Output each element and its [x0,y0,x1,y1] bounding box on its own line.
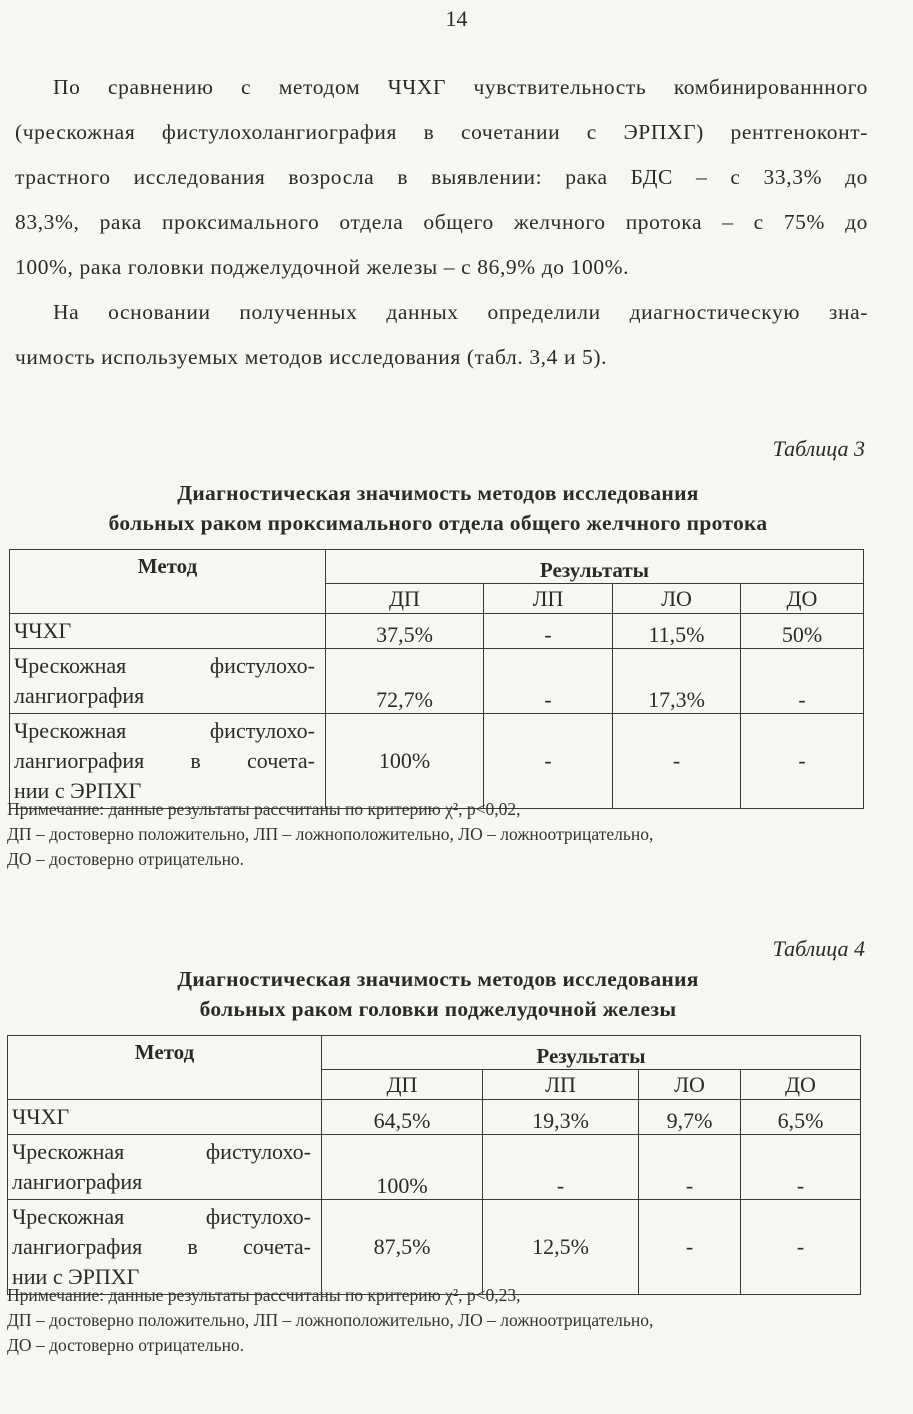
table-row [8,1135,861,1200]
value-cell: 100% [326,714,484,809]
value-cell: 100% [322,1135,483,1200]
method-line: ЧЧХГ [14,618,72,643]
method-line: лангиография [12,1169,143,1194]
value-cell: - [484,614,613,649]
table4-title-line: больных раком головки поджелудочной железы [199,997,677,1021]
method-cell [10,714,326,809]
value-cell: 19,3% [483,1100,639,1135]
value-cell: 72,7% [326,649,484,714]
col-header: ЛП [484,584,613,614]
table3 [9,549,864,809]
paragraph-1 [15,65,868,290]
method-line: Чрескожная фистулохо- [14,718,315,743]
method-line: лангиография [14,683,145,708]
value-cell: 17,3% [613,649,741,714]
header-results: Результаты [322,1036,861,1070]
paragraph-2 [15,290,868,380]
col-header: ДО [741,584,864,614]
table3-title [0,478,876,538]
table-row [10,614,864,649]
table3-caption: Таблица 3 [772,436,865,461]
value-cell: - [613,714,741,809]
table4-caption: Таблица 4 [772,936,865,961]
paragraph-line: чимость используемых методов исследования (табл. 3,4 и 5). [15,345,608,369]
col-header: ДП [326,584,484,614]
paragraph-line: 100%, рака головки поджелудочной железы – с 86,9% до 100%. [15,255,630,279]
table3-title-line: больных раком проксимального отдела общего желчного протока [108,511,768,535]
method-line: нии с ЭРПХГ [12,1264,140,1289]
value-cell: 64,5% [322,1100,483,1135]
table4-title-line: Диагностическая значимость методов исследования [177,967,699,991]
header-results: Результаты [326,550,864,584]
table-row [8,1200,861,1295]
value-cell: 50% [741,614,864,649]
paragraph-line: 83,3%, рака проксимального отдела общего желчного протока – с 75% до [15,210,868,234]
method-cell [8,1135,322,1200]
paragraph-line: трастного исследования возросла в выявлении: рака БДС – с 33,3% до [15,165,868,189]
method-cell [8,1200,322,1295]
value-cell: 37,5% [326,614,484,649]
table4-note [7,1283,867,1358]
method-line: ЧЧХГ [12,1104,70,1129]
method-line: лангиография в сочета- [14,748,315,773]
value-cell: - [483,1135,639,1200]
method-cell [10,649,326,714]
note-line: Примечание: данные результаты рассчитаны по критерию χ², p<0,02, [7,799,521,819]
table3-title-line: Диагностическая значимость методов исследования [177,481,699,505]
note-line: ДП – достоверно положительно, ЛП – ложноположительно, ЛО – ложноотрицательно, [7,824,654,844]
value-cell: - [484,714,613,809]
value-cell: - [639,1135,741,1200]
header-method: Метод [8,1036,322,1100]
note-line: ДО – достоверно отрицательно. [7,849,245,869]
method-line: Чрескожная фистулохо- [14,653,315,678]
value-cell: - [741,714,864,809]
table-row [8,1100,861,1135]
header-method: Метод [10,550,326,614]
value-cell: 6,5% [741,1100,861,1135]
note-line: Примечание: данные результаты рассчитаны по критерию χ², p<0,23, [7,1285,521,1305]
value-cell: - [741,649,864,714]
table-row [10,649,864,714]
value-cell: 11,5% [613,614,741,649]
value-cell: - [639,1200,741,1295]
value-cell: - [484,649,613,714]
paragraph-line: (чрескожная фистулохолангиография в сочетании с ЭРПХГ) рентгеноконт- [15,120,868,144]
paragraph-line: На основании полученных данных определили диагностическую зна- [53,300,868,324]
table4 [7,1035,861,1295]
paragraph-line: По сравнению с методом ЧЧХГ чувствительность комбинированнного [53,75,868,99]
note-line: ДО – достоверно отрицательно. [7,1335,245,1355]
col-header: ДП [322,1070,483,1100]
method-line: Чрескожная фистулохо- [12,1139,311,1164]
table3-note [7,797,867,872]
value-cell: 12,5% [483,1200,639,1295]
table4-title [0,964,876,1024]
col-header: ДО [741,1070,861,1100]
method-line: нии с ЭРПХГ [14,778,142,803]
method-cell [8,1100,322,1135]
col-header: ЛО [639,1070,741,1100]
value-cell: 87,5% [322,1200,483,1295]
method-line: лангиография в сочета- [12,1234,311,1259]
page-number: 14 [445,6,468,31]
table-row [10,714,864,809]
note-line: ДП – достоверно положительно, ЛП – ложноположительно, ЛО – ложноотрицательно, [7,1310,654,1330]
value-cell: - [741,1200,861,1295]
value-cell: - [741,1135,861,1200]
method-cell [10,614,326,649]
col-header: ЛО [613,584,741,614]
value-cell: 9,7% [639,1100,741,1135]
method-line: Чрескожная фистулохо- [12,1204,311,1229]
col-header: ЛП [483,1070,639,1100]
